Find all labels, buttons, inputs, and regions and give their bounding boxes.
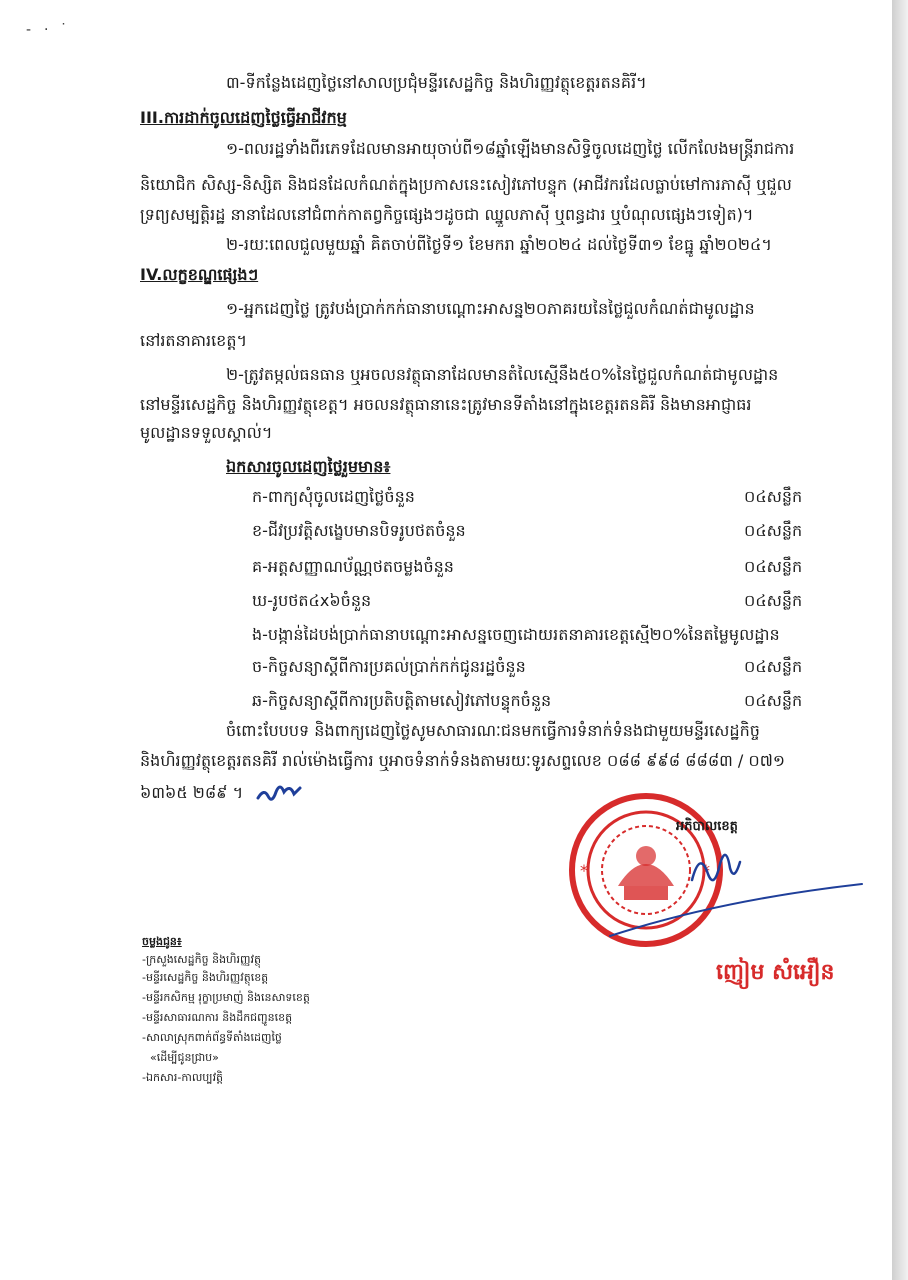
cc-item: -មន្ទីរកសិកម្ម រុក្ខាប្រមាញ់ និងនេសាទខេត្ត (142, 991, 310, 1004)
documents-heading: ឯកសារចូលដេញថ្លៃរួមមាន៖ (226, 457, 391, 476)
cc-title: ចម្លងជូន៖ (142, 935, 182, 948)
venue-line: ៣-ទីកន្លែងដេញថ្លៃនៅសាលប្រជុំមន្ទីរសេដ្ឋកិច្ច និងហិរញ្ញវត្ថុខេត្តរតនគិរី។ (226, 73, 647, 92)
scan-speck: ˙ (60, 22, 67, 38)
document-item-label: ង-បង្កាន់ដៃបង់ប្រាក់ធានាបណ្ដោះអាសន្នចេញដោយរតនាគារខេត្តស្មើ២០%នៃតម្លៃមូលដ្ឋាន (252, 625, 780, 644)
scan-speck: - (26, 22, 32, 38)
section-4-line: នៅមន្ទីរសេដ្ឋកិច្ច និងហិរញ្ញវត្ថុខេត្ត។ អចលនវត្ថុធានានេះត្រូវមានទីតាំងនៅក្នុងខេត្តរតនគិរី និងមានអាជ្ញាធរ (140, 395, 752, 414)
section-4-line: នៅរតនាគារខេត្ត។ (140, 331, 248, 350)
page-edge-shadow (892, 0, 908, 1280)
section-3-line: ២-រយៈពេលជួលមួយឆ្នាំ គិតចាប់ពីថ្ងៃទី១ ខែមករា ឆ្នាំ២០២៤ ដល់ថ្ងៃទី៣១ ខែធ្នូ ឆ្នាំ២០២៤។ (226, 235, 772, 254)
document-item-label: ច-កិច្ចសន្យាស្ដីពីការប្រគល់ប្រាក់កក់ជូនរដ្ឋចំនួន (252, 657, 526, 676)
contact-line: ចំពោះបែបបទ និងពាក្យដេញថ្លៃសូមសាធារណៈជនមកធ្វើការទំនាក់ទំនងជាមួយមន្ទីរសេដ្ឋកិច្ច (226, 721, 760, 740)
document-item-label: គ-អត្តសញ្ញាណប័ណ្ណថតចម្លងចំនួន (252, 557, 454, 576)
cc-item: -មន្ទីរសេដ្ឋកិច្ច និងហិរញ្ញវត្ថុខេត្ត (142, 971, 269, 984)
section-3-line: និយោជិក សិស្ស-និស្សិត និងជនដែលកំណត់ក្នុងប្រកាសនេះសៀវភៅបន្ទុក (អាជីវករដែលធ្លាប់មៅការភាស៊ី ឬជួល (140, 175, 792, 194)
cc-item: «ដើម្បីជូនជ្រាប» (150, 1051, 219, 1064)
signer-title: អភិបាលខេត្ត (676, 819, 738, 834)
document-item-qty: ០៤សន្លឹក (744, 487, 803, 506)
scan-speck: · (44, 22, 49, 38)
document-item-qty: ០៤សន្លឹក (744, 657, 803, 676)
section-4-line: ១-អ្នកដេញថ្លៃ ត្រូវបង់ប្រាក់កក់ធានាបណ្ដោះអាសន្ន២០ភាគរយនៃថ្លៃជួលកំណត់ជាមូលដ្ឋាន (226, 299, 755, 318)
document-item-qty: ០៤សន្លឹក (744, 691, 803, 710)
document-item-label: ឆ-កិច្ចសន្យាស្ដីពីការប្រតិបត្តិតាមសៀវភៅបន្ទុកចំនួន (252, 691, 552, 710)
section-3-line: ទ្រព្យសម្បត្តិរដ្ឋ នានាដែលនៅជំពាក់កាតព្វកិច្ចផ្សេងៗដូចជា ឈ្នួលភាស៊ី ឬពន្ធដារ ឬបំណុលផ្សេងៗទៀត)។ (140, 205, 754, 224)
document-item-qty: ០៤សន្លឹក (744, 521, 803, 540)
document-item-label: ឃ-រូបថត៤x៦ចំនួន (252, 591, 372, 610)
document-item-label: ខ-ជីវប្រវត្តិសង្ខេបមានបិទរូបថតចំនួន (252, 521, 466, 540)
section-4-line: ២-ត្រូវតម្កល់ធនធាន ឬអចលនវត្ថុធានាដែលមានតំលៃស្មើនឹង៥០%នៃថ្លៃជួលកំណត់ជាមូលដ្ឋាន (226, 365, 779, 384)
cc-item: -សាលាស្រុកពាក់ព័ន្ធទីតាំងដេញថ្លៃ (142, 1031, 282, 1044)
signer-name: ញៀម សំអឿន (716, 960, 835, 985)
section-4-line: មូលដ្ឋានទទួលស្គាល់។ (140, 423, 273, 442)
contact-line: ៦៣៦៥ ២៨៩ ។ (140, 783, 244, 802)
section-3-line: ១-ពលរដ្ឋទាំងពីរភេទដែលមានអាយុចាប់ពី១៨ឆ្នាំឡើងមានសិទ្ធិចូលដេញថ្លៃ លើកលែងមន្ត្រីរាជការ (226, 139, 795, 158)
cc-item: -មន្ទីរសាធារណការ និងដឹកជញ្ជូនខេត្ត (142, 1011, 293, 1024)
svg-text:*: * (580, 861, 588, 880)
cc-item: -ក្រសួងសេដ្ឋកិច្ច និងហិរញ្ញវត្ថុ (142, 953, 261, 966)
section-4-heading: IV.លក្ខខណ្ឌផ្សេងៗ (140, 265, 259, 284)
section-3-heading: III.ការដាក់ចូលដេញថ្លៃធ្វើអាជីវកម្ម (140, 108, 347, 127)
document-item-label: ក-ពាក្យសុំចូលដេញថ្លៃចំនួន (252, 487, 415, 506)
svg-text:*: * (702, 861, 710, 880)
document-item-qty: ០៤សន្លឹក (744, 557, 803, 576)
cc-item: -ឯកសារ-កាលប្បវត្តិ (142, 1071, 224, 1084)
contact-line: និងហិរញ្ញវត្ថុខេត្តរតនគិរី រាល់ម៉ោងធ្វើការ ឬអាចទំនាក់ទំនងតាមរយៈទូរសព្ទលេខ ០៨៨ ៩៩៨ ៨៨៨៣ / ០៧១ (140, 751, 785, 770)
document-item-qty: ០៤សន្លឹក (744, 591, 803, 610)
